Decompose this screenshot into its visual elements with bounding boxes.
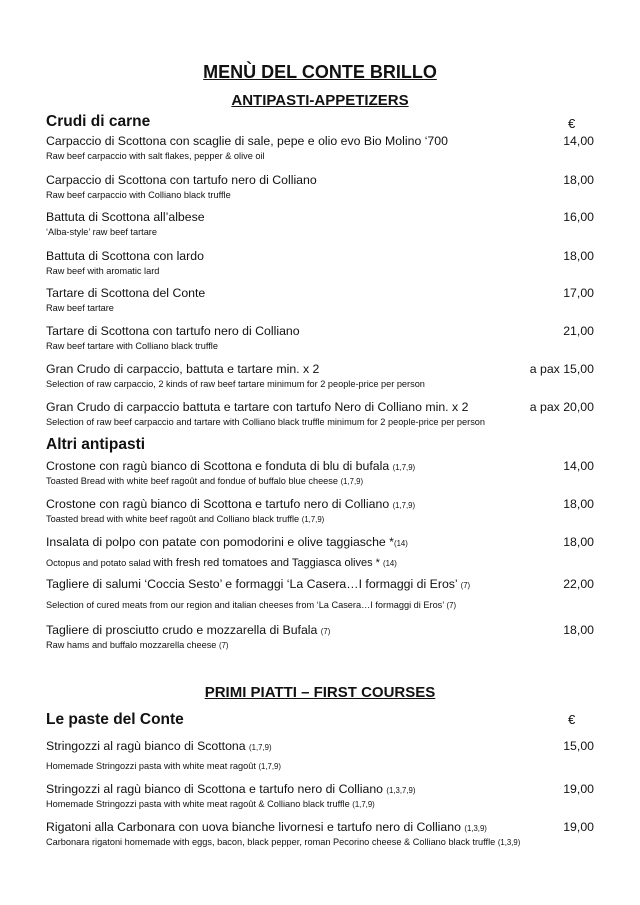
item-name (46, 324, 594, 338)
item-description (46, 837, 594, 847)
item-description-text: Homemade Stringozzi pasta with white meat ragoût & Colliano black truffle (46, 799, 353, 809)
item-name-text: Battuta di Scottona con lardo (46, 249, 204, 263)
item-price: 14,00 (563, 134, 594, 148)
menu-item (46, 249, 594, 276)
item-description-allergens: (1,7,9) (352, 800, 375, 809)
item-name-text: Tagliere di salumi ‘Coccia Sesto’ e formaggi ‘La Casera…I formaggi di Eros’ (46, 577, 461, 591)
menu-item (46, 210, 594, 237)
item-allergens: (7) (460, 581, 471, 590)
item-description-text: Raw beef tartare (46, 303, 114, 313)
item-allergens: (1,3,9) (464, 824, 487, 833)
item-name (46, 820, 594, 834)
item-price: a pax 15,00 (529, 362, 594, 376)
item-description (46, 151, 594, 161)
item-name-text: Stringozzi al ragù bianco di Scottona (46, 739, 250, 753)
item-description-allergens: (1,7,9) (340, 477, 364, 486)
menu-item (46, 134, 594, 161)
item-price: 16,00 (563, 210, 594, 224)
item-description-text: Selection of raw carpaccio, 2 kinds of raw beef tartare minimum for 2 people-price per person (46, 379, 425, 389)
item-name-text: Carpaccio di Scottona con tartufo nero di Colliano (46, 173, 317, 187)
item-name (46, 459, 594, 473)
item-allergens: (14) (393, 539, 408, 548)
item-name (46, 249, 594, 263)
item-price: 21,00 (563, 324, 594, 338)
item-name (46, 497, 594, 511)
item-description (46, 303, 594, 313)
item-description-text: Carbonara rigatoni homemade with eggs, bacon, black pepper, roman Pecorino cheese & Colliano black truffle (46, 837, 498, 847)
item-name (46, 400, 594, 414)
item-name (46, 134, 594, 148)
section-heading: Crudi di carne (46, 113, 151, 130)
item-description-allergens: (1,3,9) (497, 838, 521, 847)
item-description (46, 799, 594, 809)
item-description-text: Selection of raw beef carpaccio and tartare with Colliano black truffle minimum for 2 people-price per person (46, 417, 486, 427)
item-description-text: with fresh red tomatoes and Taggiasca olives * (153, 557, 383, 569)
currency-label: € (568, 712, 576, 727)
item-price: 17,00 (563, 286, 594, 300)
item-name (46, 173, 594, 187)
item-name-text: Crostone con ragù bianco di Scottona e tartufo nero di Colliano (46, 497, 393, 511)
item-description-text: ‘Alba-style’ raw beef tartare (46, 227, 157, 237)
currency-label: € (568, 116, 576, 131)
item-allergens: (1,7,9) (249, 743, 272, 752)
item-name-text: Insalata di polpo con patate con pomodorini e olive taggiasche * (46, 535, 394, 549)
item-price: 14,00 (563, 459, 594, 473)
item-name (46, 623, 594, 637)
item-allergens: (1,7,9) (392, 463, 416, 472)
item-description-allergens: (7) (446, 601, 457, 610)
item-description-allergens: (1,7,9) (258, 762, 281, 771)
item-price: 18,00 (563, 535, 594, 549)
menu-item (46, 173, 594, 200)
item-name-text: Tartare di Scottona con tartufo nero di Colliano (46, 324, 300, 338)
menu-item (46, 739, 594, 771)
item-description (46, 227, 594, 237)
menu-title: MENÙ DEL CONTE BRILLO (203, 62, 437, 82)
item-description (46, 557, 594, 569)
item-description-text: Raw hams and buffalo mozzarella cheese (46, 640, 219, 650)
item-price: a pax 20,00 (529, 400, 594, 414)
menu-item (46, 497, 594, 524)
item-description-text: Homemade Stringozzi pasta with white meat ragoût (46, 761, 259, 771)
item-description-allergens: (1,7,9) (301, 515, 325, 524)
item-description-text: Raw beef carpaccio with Colliano black truffle (46, 190, 231, 200)
item-name-text: Battuta di Scottona all’albese (46, 210, 205, 224)
item-description (46, 266, 594, 276)
menu-item (46, 623, 594, 650)
item-description-text: Raw beef carpaccio with salt flakes, pepper & olive oil (46, 151, 265, 161)
item-name-text: Carpaccio di Scottona con scaglie di sale, pepe e olio evo Bio Molino ‘700 (46, 134, 448, 148)
item-price: 18,00 (563, 497, 594, 511)
item-name (46, 739, 594, 753)
item-name-text: Gran Crudo di carpaccio battuta e tartare con tartufo Nero di Colliano min. x 2 (46, 400, 469, 414)
menu-item (46, 782, 594, 809)
item-description-allergens: (14) (382, 559, 397, 568)
item-price: 22,00 (563, 577, 594, 591)
item-allergens: (1,7,9) (392, 501, 416, 510)
menu-item (46, 535, 594, 569)
item-price: 15,00 (563, 739, 594, 753)
item-description (46, 514, 594, 524)
item-price: 19,00 (563, 782, 594, 796)
item-name (46, 362, 594, 376)
item-name-text: Tartare di Scottona del Conte (46, 286, 206, 300)
item-description (46, 190, 594, 200)
item-allergens: (1,3,7,9) (386, 786, 416, 795)
item-name (46, 782, 594, 796)
antipasti-title: ANTIPASTI-APPETIZERS (231, 92, 409, 109)
item-name-text: Gran Crudo di carpaccio, battuta e tartare min. x 2 (46, 362, 320, 376)
item-description-text: Raw beef tartare with Colliano black truffle (46, 341, 218, 351)
item-name (46, 286, 594, 300)
item-description (46, 761, 594, 771)
item-description (46, 640, 594, 650)
section-heading: Le paste del Conte (46, 711, 184, 728)
item-description (46, 417, 594, 427)
item-description-allergens: (7) (218, 641, 229, 650)
item-description-text: Raw beef with aromatic lard (46, 266, 160, 276)
primi-title: PRIMI PIATTI – FIRST COURSES (204, 684, 436, 701)
item-name-text: Tagliere di prosciutto crudo e mozzarella di Bufala (46, 623, 321, 637)
item-price: 18,00 (563, 173, 594, 187)
menu-item (46, 362, 594, 389)
item-name-text: Stringozzi al ragù bianco di Scottona e tartufo nero di Colliano (46, 782, 387, 796)
item-description (46, 600, 594, 610)
item-name (46, 535, 594, 549)
section-heading: Altri antipasti (46, 436, 146, 453)
item-price: 19,00 (563, 820, 594, 834)
item-description-text: Toasted Bread with white beef ragoût and fondue of buffalo blue cheese (46, 476, 341, 486)
item-name (46, 210, 594, 224)
menu-item (46, 400, 594, 427)
item-allergens: (7) (320, 627, 331, 636)
menu-item (46, 577, 594, 610)
menu-item (46, 286, 594, 313)
item-name-text: Rigatoni alla Carbonara con uova bianche livornesi e tartufo nero di Colliano (46, 820, 465, 834)
item-name-text: Crostone con ragù bianco di Scottona e fonduta di blu di bufala (46, 459, 393, 473)
item-description-text: Octopus and potato salad (46, 558, 154, 568)
item-description (46, 379, 594, 389)
item-name (46, 577, 594, 591)
item-description (46, 476, 594, 486)
item-description-text: Selection of cured meats from our region and italian cheeses from ‘La Casera…I formaggi di Eros’ (46, 600, 447, 610)
menu-item (46, 820, 594, 847)
item-price: 18,00 (563, 623, 594, 637)
menu-item (46, 324, 594, 351)
item-description (46, 341, 594, 351)
menu-item (46, 459, 594, 486)
item-description-text: Toasted bread with white beef ragoût and Colliano black truffle (46, 514, 302, 524)
item-price: 18,00 (563, 249, 594, 263)
